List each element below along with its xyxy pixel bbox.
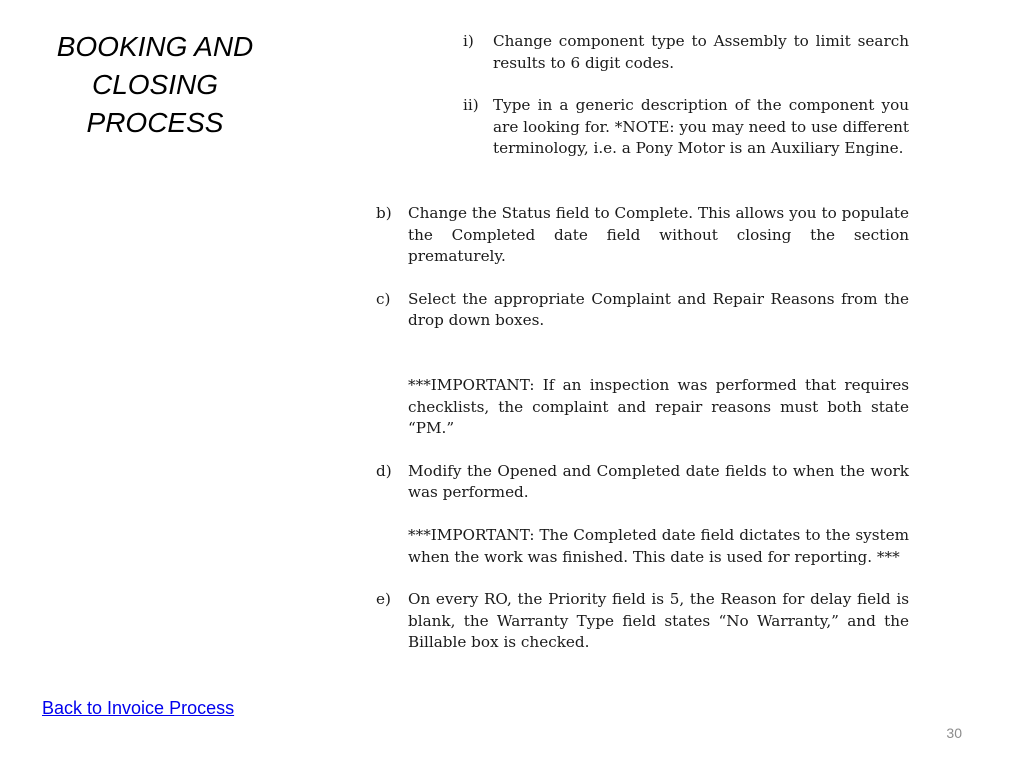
title-line-3: PROCESS <box>86 107 224 138</box>
item-c <box>376 289 909 332</box>
item-marker: d) <box>376 461 392 480</box>
title-line-1: BOOKING AND <box>56 31 254 62</box>
sub-item-i <box>463 31 909 74</box>
item-b <box>376 203 909 268</box>
item-marker: e) <box>376 590 391 609</box>
item-d <box>376 461 909 504</box>
item-text: Change the Status field to Complete. This allows you to populate the Completed date field without closing the section prematurely. <box>408 203 909 266</box>
instruction-content <box>376 31 909 654</box>
item-marker: ii) <box>463 96 479 115</box>
sub-item-ii <box>463 95 909 160</box>
slide-title <box>20 28 290 142</box>
important-note-completed-date: ***IMPORTANT: The Completed date field dictates to the system when the work was finished. This date is used for reporting. *** <box>408 525 909 566</box>
important-note-checklists: ***IMPORTANT: If an inspection was performed that requires checklists, the complaint and repair reasons must both state “PM.” <box>408 375 909 438</box>
item-text: Select the appropriate Complaint and Repair Reasons from the drop down boxes. <box>408 289 909 330</box>
item-e <box>376 589 909 654</box>
title-line-2: CLOSING <box>91 69 219 100</box>
back-to-invoice-process-link[interactable]: Back to Invoice Process <box>42 698 235 718</box>
item-marker: i) <box>463 32 474 50</box>
item-text: On every RO, the Priority field is 5, the Reason for delay field is blank, the Warranty Type field states “No Warranty,” and the Billable box is checked. <box>408 590 909 652</box>
item-marker: c) <box>376 289 391 308</box>
item-text: Modify the Opened and Completed date fields to when the work was performed. <box>408 461 909 502</box>
item-text: Change component type to Assembly to limit search results to 6 digit codes. <box>493 32 909 72</box>
item-marker: b) <box>376 203 392 222</box>
page-number: 30 <box>946 725 962 741</box>
item-text: Type in a generic description of the component you are looking for. *NOTE: you may need to use different terminology, i.e. a Pony Motor is an Auxiliary Engine. <box>493 96 909 158</box>
